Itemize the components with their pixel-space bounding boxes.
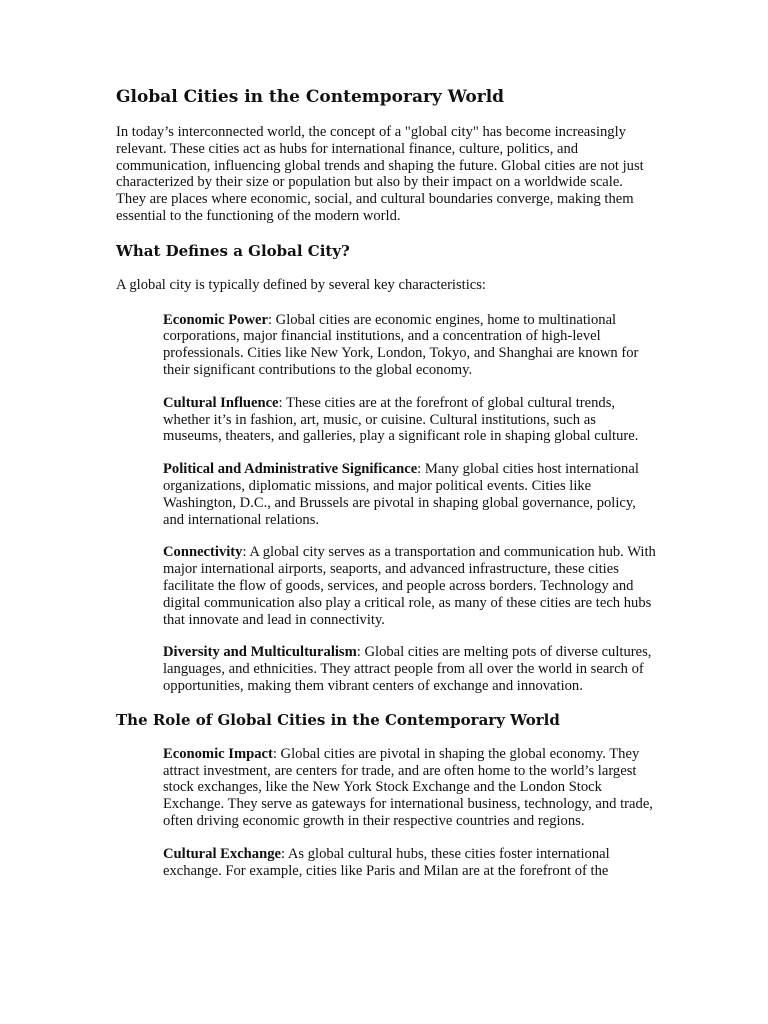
list-item-connectivity [163,544,656,628]
list-item-text: : Global cities are economic engines, home to multinational corporations, major financial institutions, and a concentration of high-level professionals. Cities like New York, London, Tokyo, and Shanghai are known for their significant contributions to the global economy. [163,311,639,378]
list-item-text: : As global cultural hubs, these cities foster international exchange. For example, cities like Paris and Milan are at the forefront of the [163,845,610,879]
list-item-political-significance [163,461,656,528]
section-lead-paragraph: A global city is typically defined by several key characteristics: [116,276,486,293]
role-list [163,746,656,880]
list-item-term: Connectivity [163,544,243,561]
list-item-cultural-exchange [163,846,656,880]
list-item-term: Cultural Exchange [163,845,281,862]
list-item-cultural-influence [163,395,656,445]
list-item-term: Cultural Influence [163,394,279,411]
document-title: Global Cities in the Contemporary World [116,87,505,107]
list-item-economic-impact [163,746,656,830]
section-heading-role: The Role of Global Cities in the Contemporary World [116,710,560,729]
list-item-text: : Global cities are melting pots of diverse cultures, languages, and ethnicities. They attract people from all over the world in search of opportunities, making them vibrant centers of exchange and innovation. [163,644,652,694]
document-page [116,86,656,879]
list-item-term: Economic Power [163,311,268,328]
list-item-text: : Many global cities host international organizations, diplomatic missions, and major political events. Cities like Washington, D.C., and Brussels are pivotal in shaping global governance, policy, and international relations. [163,461,639,528]
list-item-term: Economic Impact [163,745,273,762]
list-item-term: Political and Administrative Significance [163,461,418,478]
list-item-economic-power [163,312,656,379]
section-heading-what-defines: What Defines a Global City? [116,241,350,260]
list-item-text: : These cities are at the forefront of global cultural trends, whether it’s in fashion, art, music, or cuisine. Cultural institutions, such as museums, theaters, and galleries, play a significant role in shaping global culture. [163,394,639,445]
list-item-term: Diversity and Multiculturalism [163,644,357,661]
list-item-text: : Global cities are pivotal in shaping the global economy. They attract investment, are centers for trade, and are often home to the world’s largest stock exchanges, like the New York Stock Exchange and the London Stock Exchange. They serve as gateways for international business, technology, and trade, often driving economic growth in their respective countries and regions. [163,745,653,829]
characteristics-list [163,312,656,695]
list-item-diversity [163,644,656,694]
intro-paragraph: In today’s interconnected world, the concept of a "global city" has become increasingly relevant. These cities act as hubs for international finance, culture, politics, and communication, influencing global trends and shaping the future. Global cities are not just characterized by their size or population but also by their impact on a worldwide scale. They are places where economic, social, and cultural boundaries converge, making them essential to the functioning of the modern world. [116,124,644,224]
list-item-text: : A global city serves as a transportation and communication hub. With major international airports, seaports, and advanced infrastructure, these cities facilitate the flow of goods, services, and people across borders. Technology and digital communication also play a critical role, as many of these cities are tech hubs that innovate and lead in connectivity. [163,544,656,628]
